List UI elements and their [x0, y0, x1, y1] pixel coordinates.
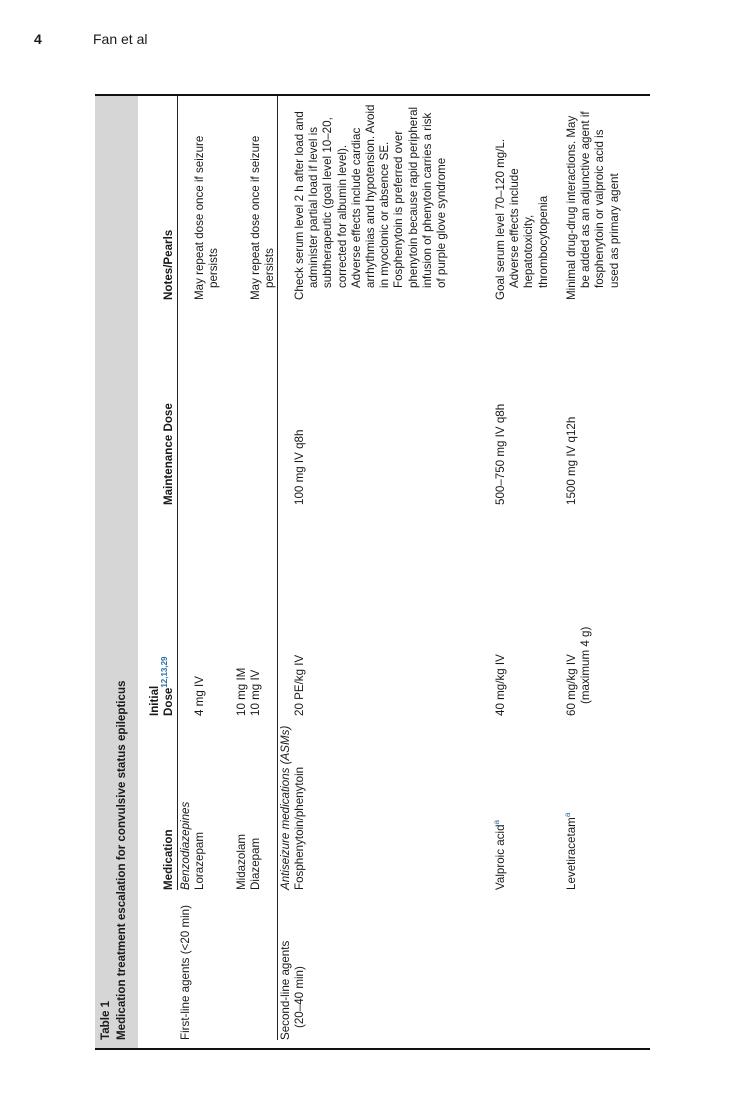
column-header-maintenance-dose: Maintenance Dose: [162, 403, 175, 505]
table-1: [95, 94, 650, 1050]
medication-valproic-acid: Valproic acid$^a$: [492, 820, 507, 890]
rotated-table: [95, 96, 650, 1048]
medication-lorazepam: Lorazepam: [193, 831, 206, 890]
table-title: Medication treatment escalation for convulsive status epilepticus: [115, 680, 128, 1040]
footnote-marker: a: [563, 812, 573, 818]
column-header-notes: Notes/Pearls: [162, 229, 175, 300]
running-head-author: Fan et al: [93, 31, 148, 47]
column-header-initial-dose: [148, 657, 176, 717]
dose-levetiracetam-amount: 60 mg/kg IV: [565, 654, 578, 716]
page-number: 4: [34, 31, 42, 47]
maintenance-fosphenytoin: 100 mg IV q8h: [293, 429, 306, 505]
header-rule: [177, 96, 178, 890]
category-benzodiazepines: Benzodiazepines: [179, 801, 192, 890]
dose-fosphenytoin: 20 PE/kg IV: [293, 654, 306, 716]
dose-lorazepam: 4 mg IV: [193, 676, 206, 716]
group-divider: [277, 96, 278, 1040]
notes-diazepam: May repeat dose once if seizure persists: [249, 135, 277, 300]
medication-diazepam: Diazepam: [249, 837, 262, 890]
medication-levetiracetam: Levetiracetam$^a$: [563, 812, 578, 890]
stage-first-line: First-line agents (<20 min): [179, 905, 192, 1040]
notes-fosphenytoin: Check serum level 2 h after load and administer partial load if level is subtherapeutic (goal level 10–20, corrected for albumin level). Adverse effects include cardiac arrhythmias and hypotension. Avoid in myoclonic or absence SE. Fosphenytoin is preferred over phenytoin because rapid peripheral infusion of phenytoin carries a risk of purple glove syndrome: [293, 104, 449, 300]
notes-valproic-acid: Goal serum level 70–120 mg/L. Adverse effects include hepatotoxicity, thrombocytopenia: [494, 138, 550, 300]
stage-second-line: [279, 941, 307, 1040]
dose-diazepam: 10 mg IV: [249, 669, 262, 716]
table-label: Table 1: [99, 1000, 112, 1040]
maintenance-levetiracetam: 1500 mg IV q12h: [565, 416, 578, 505]
category-asms: Antiseizure medications (ASMs): [279, 725, 292, 890]
stage-second-line-time: (20–40 min): [293, 966, 307, 1028]
column-header-initial-dose-line2: Dose$^{12,13,29}$: [160, 656, 176, 716]
medication-midazolam: Midazolam: [235, 833, 248, 890]
stage-second-line-title: Second-line agents: [279, 940, 292, 1040]
dose-levetiracetam-max: (maximum 4 g): [579, 626, 593, 704]
citation-refs: 12,13,29: [160, 656, 170, 688]
maintenance-valproic-acid: 500–750 mg IV q8h: [494, 403, 507, 505]
dose-midazolam: 10 mg IM: [235, 667, 248, 716]
notes-levetiracetam: Minimal drug-drug interactions. May be added as an adjunctive agent if fosphenytoin or valproic acid is used as primary agent: [565, 111, 621, 300]
medication-fosphenytoin: Fosphenytoin/phenytoin: [293, 766, 306, 890]
notes-lorazepam: May repeat dose once if seizure persists: [193, 135, 221, 300]
footnote-marker: a: [492, 820, 502, 825]
column-header-medication: Medication: [162, 829, 175, 890]
column-header-initial-dose-line1: Initial: [148, 685, 161, 716]
dose-valproic-acid: 40 mg/kg IV: [494, 654, 507, 716]
dose-levetiracetam: [565, 627, 593, 716]
table-caption: [95, 96, 138, 1048]
